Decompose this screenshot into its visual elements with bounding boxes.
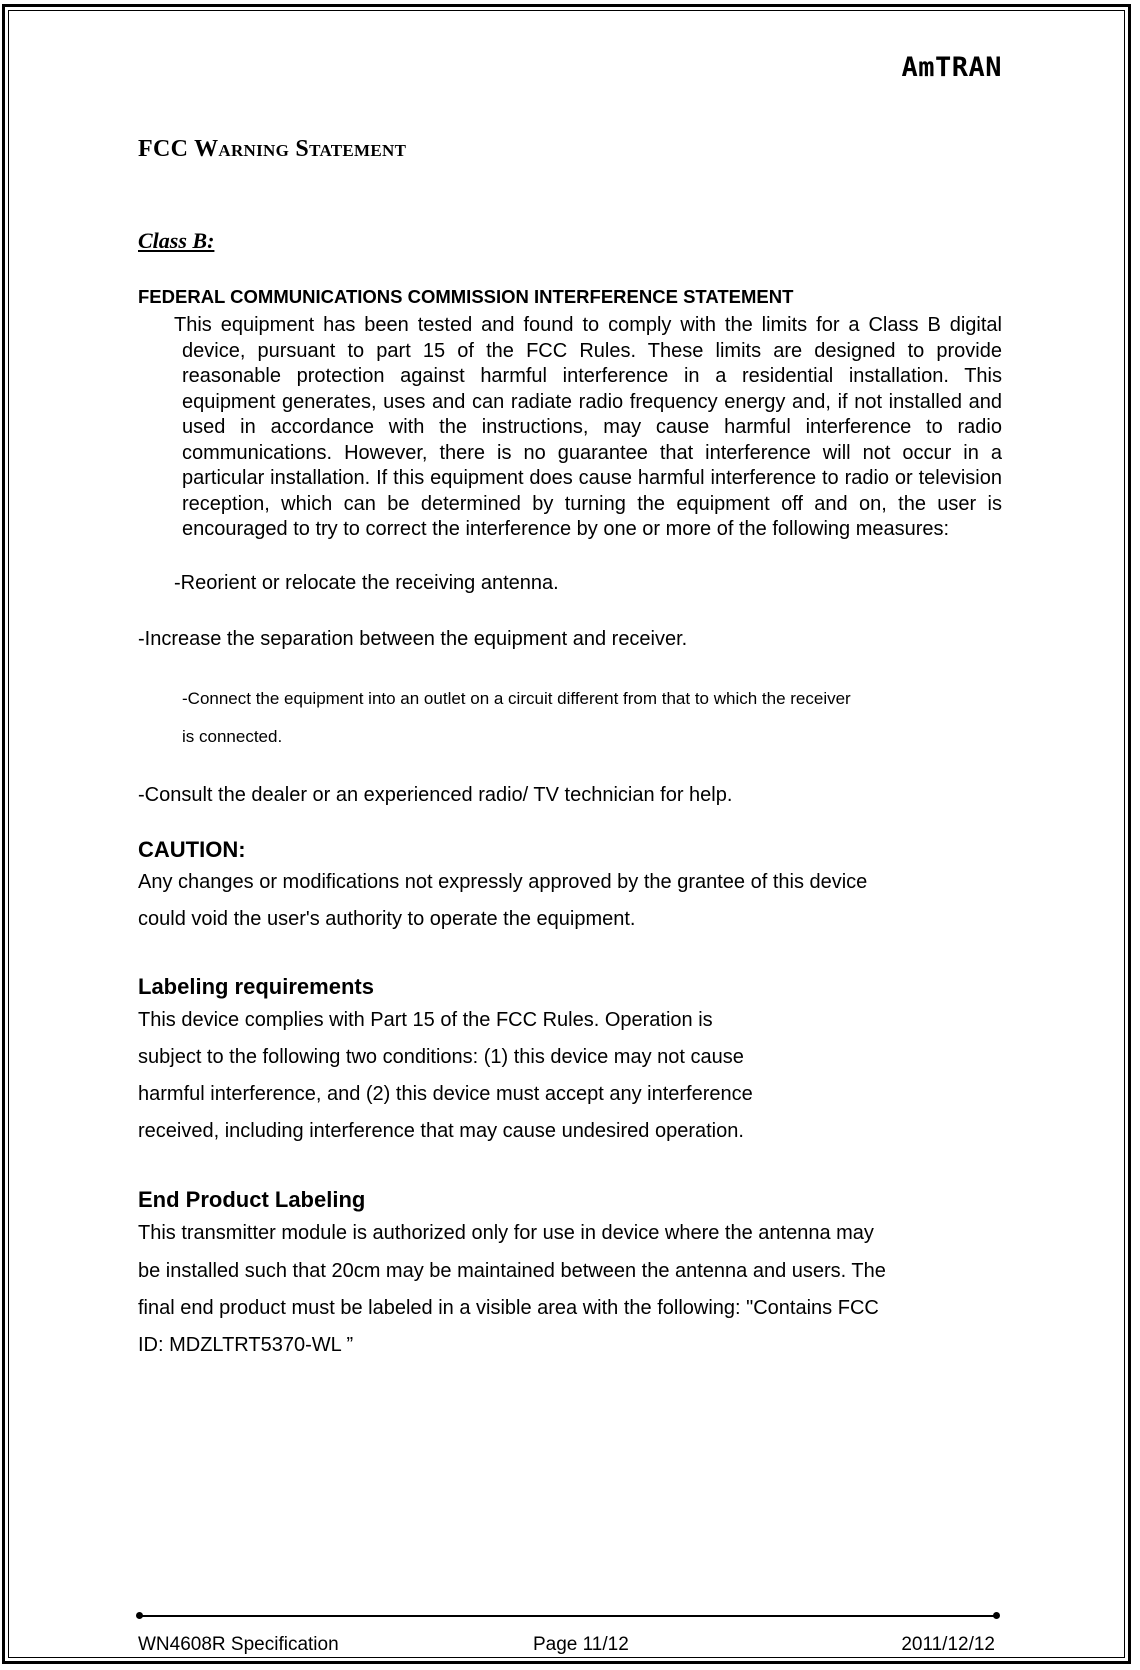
measure-reorient: -Reorient or relocate the receiving antenna. (174, 572, 559, 594)
page-border-inner (8, 10, 1125, 1658)
footer-spec: WN4608R Specification (138, 1634, 339, 1655)
labeling-line: harmful interference, and (2) this device must accept any interference (138, 1083, 753, 1105)
footer-date: 2011/12/12 (901, 1634, 995, 1655)
measure-consult-dealer: -Consult the dealer or an experienced radio/ TV technician for help. (138, 784, 733, 806)
footer-rule-endpoint-right (993, 1612, 1000, 1619)
labeling-line: subject to the following two conditions: (1) this device may not cause (138, 1046, 744, 1068)
brand-logo-text: AmTRAN (901, 52, 1002, 83)
end-product-line: ID: MDZLTRT5370-WL ” (138, 1334, 354, 1356)
labeling-heading: Labeling requirements (138, 974, 374, 999)
caution-line: could void the user's authority to operate the equipment. (138, 908, 636, 930)
page-title: FCC Warning Statement (138, 136, 407, 162)
caution-line: Any changes or modifications not expressly approved by the grantee of this device (138, 871, 868, 893)
measure-connect-line1: -Connect the equipment into an outlet on a circuit different from that to which the receiver (182, 689, 851, 708)
fcc-statement-paragraph: This equipment has been tested and found to comply with the limits for a Class B digital device, pursuant to part 15 of the FCC Rules. These limits are designed to provide reasonable protection against harmful interference in a residential installation. This equipment generates, uses and can radiate radio frequency energy and, if not installed and used in accordance with the instructions, may cause harmful interference to radio communications. However, there is no guarantee that interference will not occur in a particular installation. If this equipment does cause harmful interference to radio or television reception, which can be determined by turning the equipment off and on, the user is encouraged to try to correct the interference by one or more of the following measures: (174, 314, 1002, 540)
end-product-line: be installed such that 20cm may be maintained between the antenna and users. The (138, 1260, 886, 1282)
caution-heading: CAUTION: (138, 837, 246, 862)
end-product-line: final end product must be labeled in a visible area with the following: "Contains FCC (138, 1297, 879, 1319)
footer-rule (140, 1615, 996, 1617)
end-product-line: This transmitter module is authorized only for use in device where the antenna may (138, 1222, 874, 1244)
labeling-line: This device complies with Part 15 of the FCC Rules. Operation is (138, 1009, 713, 1031)
footer-page-number: Page 11/12 (533, 1634, 629, 1655)
labeling-line: received, including interference that may cause undesired operation. (138, 1120, 744, 1142)
measure-increase-separation: -Increase the separation between the equipment and receiver. (138, 628, 688, 650)
measure-connect-line2: is connected. (182, 727, 283, 746)
end-product-heading: End Product Labeling (138, 1187, 366, 1212)
fcc-statement-heading: FEDERAL COMMUNICATIONS COMMISSION INTERFERENCE STATEMENT (138, 286, 794, 307)
class-label: Class B: (138, 228, 215, 253)
